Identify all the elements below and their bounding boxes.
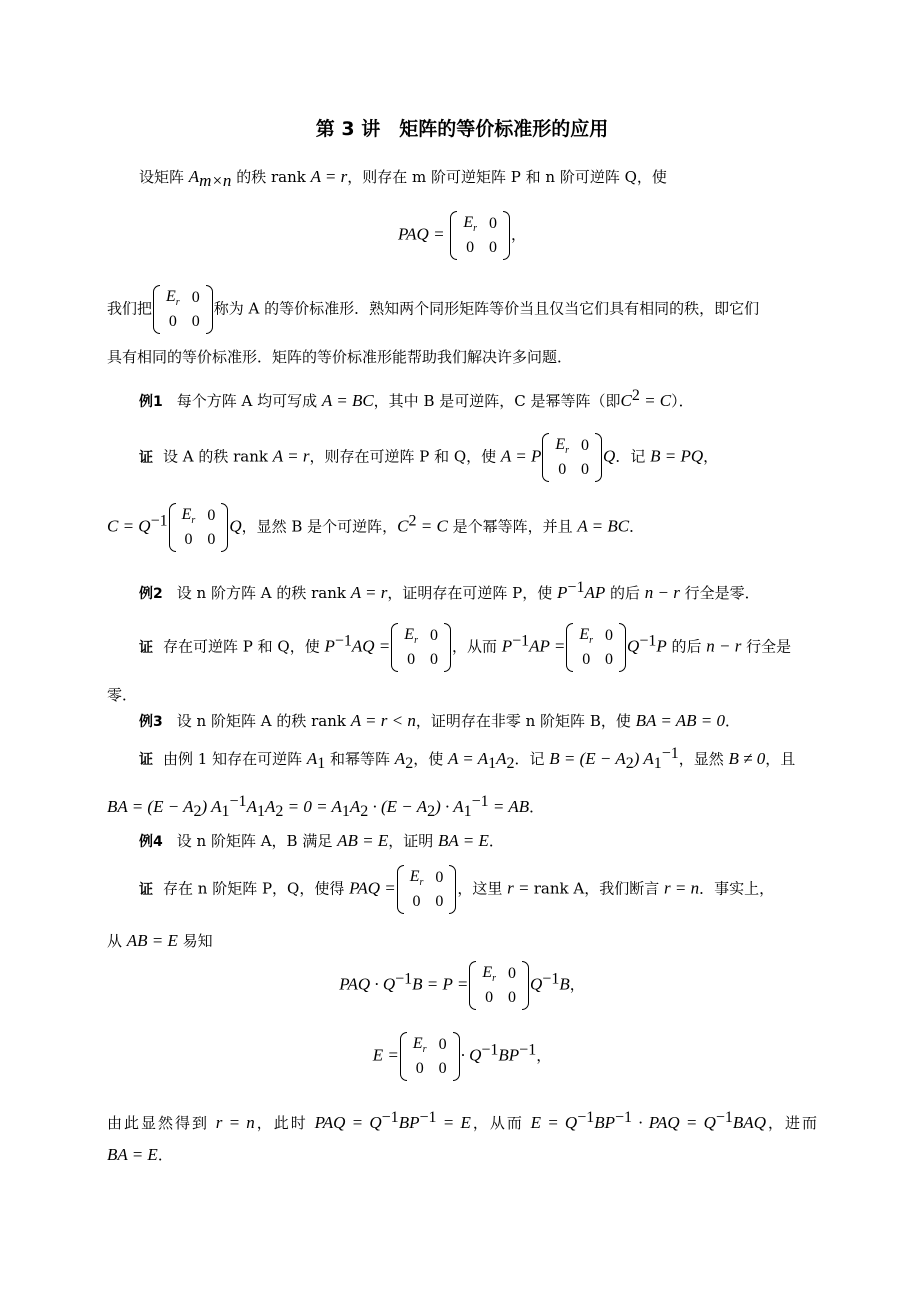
math: BA = E [438,831,489,850]
math: A = BC [577,516,630,536]
math-superscript: −1 [395,970,413,988]
text: ，使 [413,750,448,768]
math: PAQ = [397,224,445,244]
text: ． [488,832,504,850]
math: BP [498,1045,520,1065]
math-superscript: −1 [615,1109,633,1126]
math: = E [436,1113,471,1132]
matrix: $E_r$ 0 0 0 [397,866,457,913]
example-1 [139,388,849,409]
math: ) · A [435,797,464,816]
text: ）． [671,392,694,410]
text: ，且 [765,750,796,768]
example-label: 例1 [139,394,163,410]
example-2-proof-line-2: 零． [107,686,138,704]
math-superscript: −1 [381,1109,399,1126]
math: PAQ = [349,878,396,898]
math: = AB [488,797,530,816]
text: 由此显然得到 [107,1114,209,1132]
text: 存在可逆阵 P 和 Q，使 [163,637,325,656]
matrix: $E_r$ 0 0 0 [450,212,510,259]
math: AP = [529,636,566,656]
math-subscript: 2 [193,803,202,820]
math: Q [627,636,640,656]
math: BA = E [107,1145,158,1164]
text: ，则存在可逆阵 P 和 Q，使 [309,447,501,466]
text: ． [529,798,545,816]
math: ) A [633,749,654,768]
math: C = Q [107,516,151,536]
text: ．事实上， [699,879,775,898]
math: A [496,749,507,768]
math: A = r < n [350,711,416,730]
math: B = (E − A [549,749,626,768]
math: A = P [500,446,542,466]
text: 设 n 阶方阵 A 的秩 rank [176,584,351,602]
math-subscript: 2 [625,755,634,772]
math: BAQ [732,1113,766,1132]
math: Q [229,516,242,536]
example-1-proof-line-2 [107,504,817,551]
math: · (E − A [368,797,428,816]
text: ，显然 B 是个可逆阵， [241,517,398,536]
math: AB = E [337,831,389,850]
example-2-proof-line-1 [139,624,849,671]
math: A = r [272,446,310,466]
math: PAQ = Q [314,1113,382,1132]
math-superscript: 2 [408,512,417,530]
text: 是个幂等阵，并且 [447,517,578,536]
math: B [559,974,570,994]
math: A = BC [321,391,374,410]
math: A [349,797,361,816]
text: ，证明存在可逆阵 P，使 [387,584,558,602]
example-4-conclusion-line-1 [107,1110,817,1131]
math: A = A [447,749,489,768]
math: = C [639,391,672,410]
example-2 [139,580,849,601]
math: · Q [460,1045,482,1065]
math-superscript: −1 [471,793,489,810]
math-superscript: −1 [639,632,657,650]
text: 我们把 [107,299,153,318]
math: r = [507,878,534,898]
example-label: 例2 [139,586,163,602]
math: A [246,797,257,816]
text: ，从而 [451,637,502,656]
math: A [394,749,406,768]
math-subscript: 1 [463,803,472,820]
math-subscript: 2 [360,803,369,820]
math: = 0 = A [283,797,342,816]
proof-label: 证 [139,752,153,768]
matrix: $E_r$ 0 0 0 [469,962,529,1009]
math: AQ = [351,636,391,656]
math-subscript: 2 [275,803,284,820]
math: PAQ · Q [339,974,396,994]
math: P [656,636,667,656]
text: ．记 [615,447,651,466]
example-1-proof-line-1 [139,434,849,481]
matrix: $E_r$ 0 0 0 [391,624,451,671]
matrix: $E_r$ 0 0 0 [566,624,626,671]
math: ) A [201,797,222,816]
math-subscript: 1 [488,755,497,772]
matrix: $E_r$ 0 0 0 [542,434,602,481]
intro-line-2 [107,286,817,333]
text: 从 [107,932,127,950]
math-superscript: −1 [577,1109,595,1126]
display-equation-2 [107,962,817,1009]
text: 易知 [177,932,213,950]
math-subscript: 1 [256,803,265,820]
math-subscript: 2 [405,755,414,772]
example-4-proof-line-2 [107,932,817,949]
page-title: 第 3 讲 矩阵的等价标准形的应用 [315,118,609,140]
math-subscript: 2 [427,803,436,820]
math-superscript: −1 [567,579,585,596]
math-superscript: −1 [512,632,530,650]
text: 每个方阵 A 均可写成 [176,392,322,410]
example-label: 例4 [139,834,163,850]
math: = C [416,516,448,536]
math: BA = (E − A [107,797,194,816]
math: A [306,749,318,768]
math-subscript: 1 [653,755,662,772]
math: P [557,583,568,602]
example-4-proof-line-1 [139,866,849,913]
math: n − r [644,583,680,602]
text: 和幂等阵 [325,750,395,768]
math: r = n [215,1113,255,1132]
matrix: $E_r$ 0 0 0 [153,286,213,333]
text: ，其中 B 是可逆阵，C 是幂等阵（即 [373,392,621,410]
matrix: $E_r$ 0 0 0 [169,504,229,551]
text: 行全是 [741,637,792,656]
math: AB = E [126,931,178,950]
text: 的后 [605,584,645,602]
text: ， [536,1046,552,1065]
text: ． [725,712,741,730]
text: ， [511,225,527,244]
text: ，则存在 m 阶可逆矩阵 P 和 n 阶可逆阵 Q，使 [347,168,667,186]
math-superscript: −1 [229,793,247,810]
text: ． [157,1146,173,1164]
text: 存在 n 阶矩阵 P，Q，使得 [163,879,350,898]
text: 设 n 阶矩阵 A，B 满足 [176,832,338,850]
text: 设 n 阶矩阵 A 的秩 rank [176,712,351,730]
math-subscript: m×n [199,171,232,190]
text: ． [629,517,645,536]
intro-line-1 [139,168,849,189]
math-superscript: 2 [631,387,640,404]
text: ，证明 [388,832,439,850]
math: Q [603,446,616,466]
math: Q [530,974,543,994]
display-equation-3 [107,1033,817,1080]
intro-line-3: 具有相同的等价标准形．矩阵的等价标准形能帮助我们解决许多问题． [107,348,573,366]
text: 设 A 的秩 rank [163,447,273,466]
example-4-conclusion-line-2 [107,1146,817,1163]
math-superscript: −1 [661,745,679,762]
math: A = r [310,167,348,186]
math: C [620,391,632,410]
proof-label: 证 [139,881,153,898]
math-superscript: −1 [150,512,168,530]
matrix: $E_r$ 0 0 0 [400,1033,460,1080]
text: 行全是零． [679,584,760,602]
math-superscript: −1 [334,632,352,650]
text: ，进而 [765,1114,817,1132]
text: ， [703,447,719,466]
math: A = r [350,583,388,602]
math-subscript: 1 [317,755,326,772]
math: E = Q [530,1113,578,1132]
math-subscript: 1 [341,803,350,820]
math: AP [584,583,606,602]
proof-label: 证 [139,449,153,466]
example-3-proof-line-1 [139,746,849,772]
math-subscript: 2 [506,755,515,772]
math: n − r [706,636,742,656]
display-equation-1 [107,212,817,259]
math-superscript: −1 [419,1109,437,1126]
math: P [324,636,335,656]
text: rank A，我们断言 [533,879,664,898]
text: ，显然 [678,750,729,768]
text: 的秩 rank [231,168,311,186]
math: B = PQ [650,446,704,466]
text: 由例 1 知存在可逆阵 [163,750,307,768]
math: C [397,516,409,536]
math-superscript: −1 [519,1041,537,1059]
example-4 [139,832,849,849]
text: 的后 [666,637,707,656]
math: BP [398,1113,420,1132]
math: · PAQ = Q [632,1113,716,1132]
text: ，从而 [470,1114,524,1132]
example-3 [139,712,849,729]
math: A [264,797,276,816]
text: 称为 A 的等价标准形．熟知两个同形矩阵等价当且仅当它们具有相同的秩，即它们 [213,299,760,318]
text: ，此时 [254,1114,308,1132]
text: 设矩阵 [139,168,189,186]
math: BA = AB = 0 [635,711,725,730]
math: B = P = [412,974,469,994]
math: A [188,167,200,186]
text: ， [569,975,585,994]
math-superscript: −1 [715,1109,733,1126]
text: ．记 [514,750,550,768]
math: P [501,636,513,656]
example-label: 例3 [139,714,163,730]
math-superscript: −1 [542,970,560,988]
math-superscript: −1 [481,1041,499,1059]
math: B ≠ 0 [728,749,766,768]
proof-label: 证 [139,639,153,656]
math: BP [594,1113,616,1132]
math-subscript: 1 [221,803,230,820]
math: r = n [664,878,700,898]
text: ，这里 [457,879,508,898]
math: E = [372,1045,399,1065]
example-3-proof-line-2 [107,794,817,820]
text: ，证明存在非零 n 阶矩阵 B，使 [415,712,636,730]
